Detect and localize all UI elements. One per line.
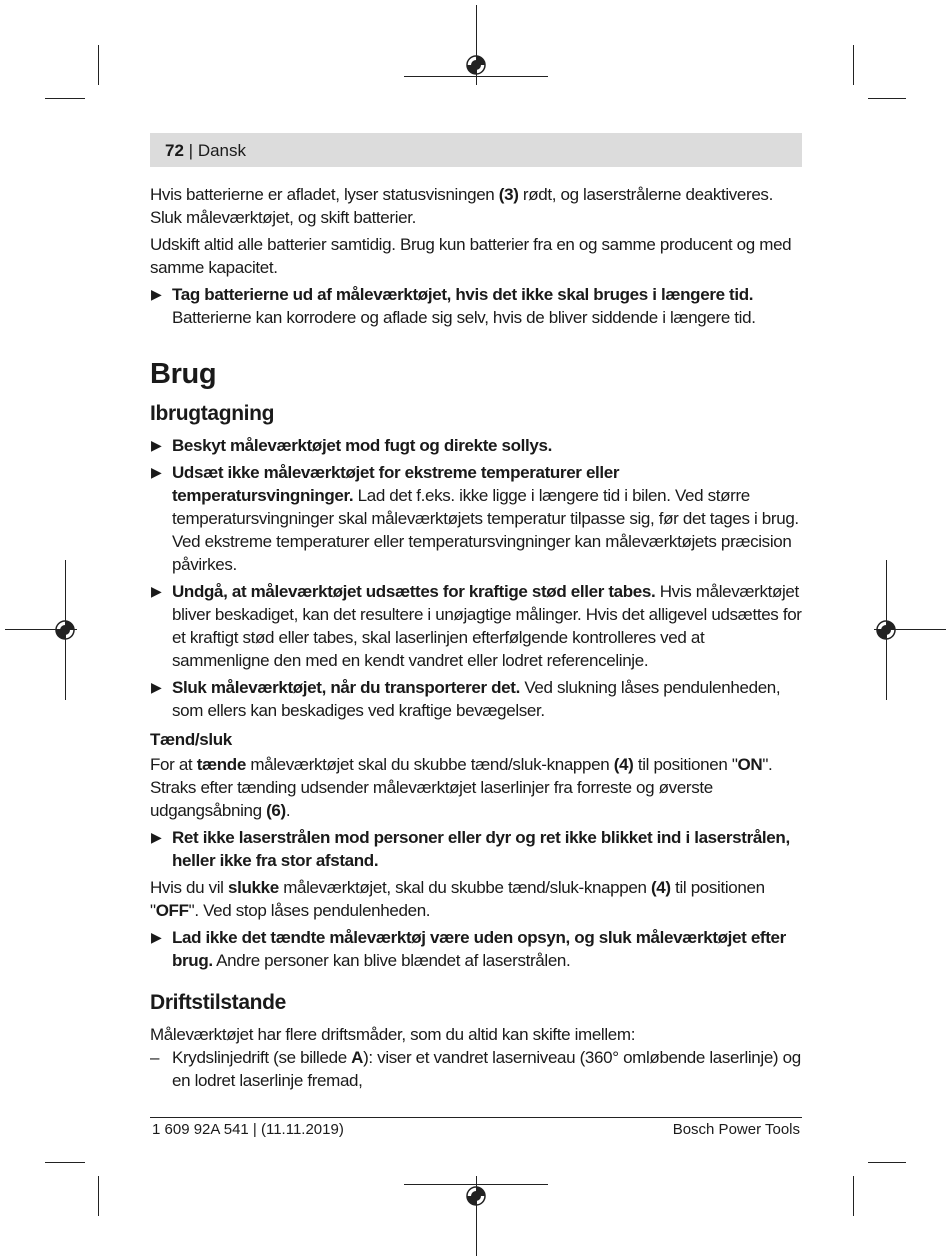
paragraph-battery-status: Hvis batterierne er afladet, lyser statusvisningen (3) rødt, og laserstrålerne deaktiveres. Sluk måleværktøjet, og skift batterier. <box>150 185 773 227</box>
registration-target-icon <box>54 619 76 641</box>
warning-bullet: ▶ Ret ikke laserstrålen mod personer eller dyr og ret ikke blikket ind i laserstrålen, heller ikke fra stor afstand. <box>151 828 790 870</box>
brand-name: Bosch Power Tools <box>672 1121 800 1138</box>
warning-bullet: ▶ Beskyt måleværktøjet mod fugt og direkte sollys. <box>151 436 552 455</box>
bullet-arrow-icon: ▶ <box>151 583 162 599</box>
crop-mark <box>853 1176 854 1216</box>
page-content <box>150 183 802 1092</box>
crop-mark <box>853 45 854 85</box>
paragraph-power-off: Hvis du vil slukke måleværktøjet, skal du skubbe tænd/sluk-knappen (4) til positionen "OFF". Ved stop låses pendulenheden. <box>150 878 765 920</box>
warning-bullet: ▶ Undgå, at måleværktøjet udsættes for kraftige stød eller tabes. Hvis måleværktøjet bliver beskadiget, kan det resultere i unøjagtige målinger. Hvis det alligevel udsættes for et kraftigt stød eller tabes, skal laserlinjen efterfølgende kontrolleres ved at sammenligne den med en kendt vandret eller lodret referencelinje. <box>151 582 802 670</box>
registration-line <box>404 76 548 77</box>
warning-bullet: ▶ Tag batterierne ud af måleværktøjet, hvis det ikke skal bruges i længere tid. Batterierne kan korrodere og aflade sig selv, hvis de bliver siddende i længere tid. <box>151 285 756 327</box>
crop-mark <box>45 1162 85 1163</box>
paragraph-power-on: For at tænde måleværktøjet skal du skubbe tænd/sluk-knappen (4) til positionen "ON". Straks efter tænding udsender måleværktøjet laserlinjer fra forreste og øverste udgangsåbning (6). <box>150 755 773 820</box>
crop-mark <box>98 1176 99 1216</box>
header-separator: | <box>188 141 194 160</box>
subsection-title: Ibrugtagning <box>150 402 275 425</box>
warning-bullet: ▶ Lad ikke det tændte måleværktøj være uden opsyn, og sluk måleværktøjet efter brug. Andre personer kan blive blændet af laserstrålen. <box>151 928 786 970</box>
registration-target-icon <box>875 619 897 641</box>
registration-target-icon <box>465 1185 487 1207</box>
page-number: 72 <box>165 141 184 160</box>
paragraph-battery-replace: Udskift altid alle batterier samtidig. Brug kun batterier fra en og samme producent og med samme kapacitet. <box>150 235 792 277</box>
page-header <box>150 133 802 167</box>
bullet-arrow-icon: ▶ <box>151 464 162 480</box>
subsection-title: Driftstilstande <box>150 991 286 1014</box>
bullet-arrow-icon: ▶ <box>151 829 162 845</box>
crop-mark <box>98 45 99 85</box>
registration-target-icon <box>465 54 487 76</box>
warning-bullet: ▶ Udsæt ikke måleværktøjet for ekstreme temperaturer eller temperatursvingninger. Lad det f.eks. ikke ligge i længere tid i bilen. Ved større temperatursvingninger skal måleværktøjets temperatur tilpasse sig, før det tages i brug. Ved ekstreme temperaturer eller temperatursvingninger kan måleværktøjets præcision påvirkes. <box>151 463 799 574</box>
list-item: – Krydslinjedrift (se billede A): viser et vandret laserniveau (360° omløbende laserlinje) og en lodret laserlinje fremad, <box>150 1048 801 1090</box>
doc-number: 1 609 92A 541 | (11.11.2019) <box>152 1121 344 1138</box>
header-language: Dansk <box>197 141 246 160</box>
bullet-arrow-icon: ▶ <box>151 929 162 945</box>
paragraph-modes: Måleværktøjet har flere driftsmåder, som du altid kan skifte imellem: <box>150 1025 636 1044</box>
bullet-arrow-icon: ▶ <box>151 286 162 302</box>
bullet-arrow-icon: ▶ <box>151 437 162 453</box>
section-title: Brug <box>150 358 217 390</box>
crop-mark <box>45 98 85 99</box>
warning-bullet: ▶ Sluk måleværktøjet, når du transporterer det. Ved slukning låses pendulenheden, som ellers kan beskadiges ved kraftige bevægelser. <box>151 678 781 720</box>
dash-marker: – <box>150 1048 160 1067</box>
bullet-arrow-icon: ▶ <box>151 679 162 695</box>
footer-divider <box>150 1117 802 1118</box>
subsubsection-title: Tænd/sluk <box>150 730 232 749</box>
crop-mark <box>868 1162 906 1163</box>
crop-mark <box>868 98 906 99</box>
